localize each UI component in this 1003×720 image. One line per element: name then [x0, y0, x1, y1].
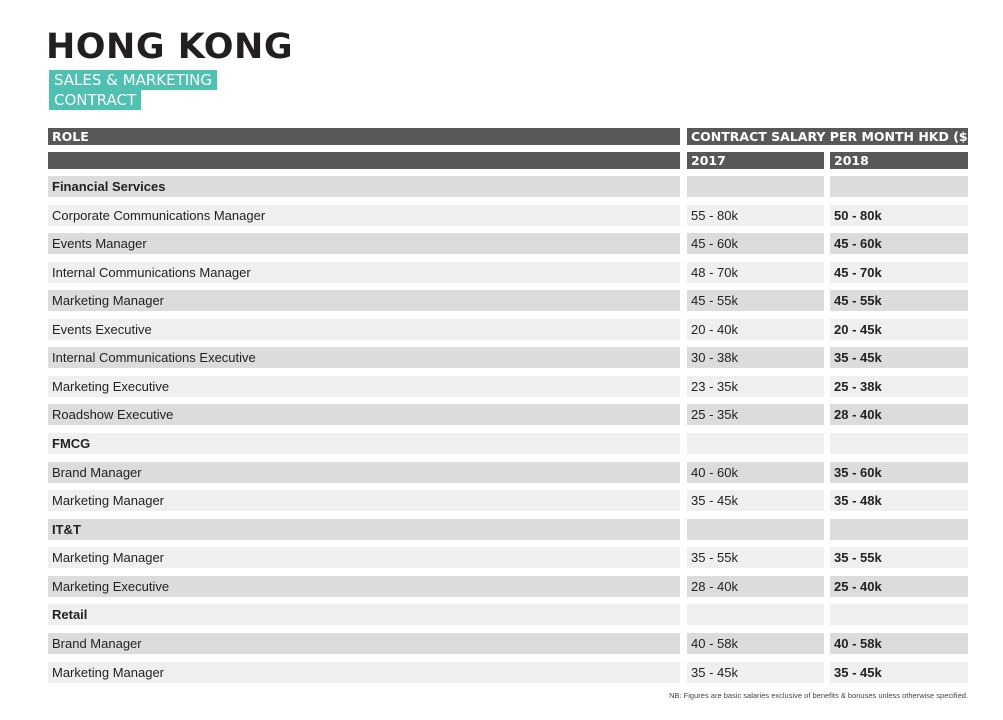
salary-2017-cell: 45 - 60k	[687, 233, 824, 254]
salary-2018-cell	[830, 519, 968, 540]
salary-2018-cell: 40 - 58k	[830, 633, 968, 654]
salary-2017-cell: 35 - 45k	[687, 662, 824, 683]
role-cell: Internal Communications Executive	[48, 347, 680, 368]
salary-2017-cell: 35 - 55k	[687, 547, 824, 568]
contract-type-tag: CONTRACT	[49, 90, 141, 110]
salary-2017-cell: 40 - 58k	[687, 633, 824, 654]
section-heading: Retail	[48, 604, 680, 625]
salary-2017-cell	[687, 176, 824, 197]
role-cell: Marketing Executive	[48, 576, 680, 597]
salary-2018-cell	[830, 604, 968, 625]
role-cell: Marketing Manager	[48, 290, 680, 311]
salary-2018-cell: 35 - 45k	[830, 347, 968, 368]
salary-2018-cell: 35 - 60k	[830, 462, 968, 483]
role-cell: Events Manager	[48, 233, 680, 254]
salary-2018-cell	[830, 176, 968, 197]
salary-2018-cell: 45 - 55k	[830, 290, 968, 311]
salary-2017-cell: 55 - 80k	[687, 205, 824, 226]
role-cell: Roadshow Executive	[48, 404, 680, 425]
year-2017-header: 2017	[687, 152, 824, 169]
salary-2017-cell: 30 - 38k	[687, 347, 824, 368]
salary-2017-cell: 28 - 40k	[687, 576, 824, 597]
salary-2018-cell: 45 - 70k	[830, 262, 968, 283]
salary-2018-cell: 35 - 45k	[830, 662, 968, 683]
role-cell: Events Executive	[48, 319, 680, 340]
role-cell: Marketing Manager	[48, 547, 680, 568]
salary-2017-cell: 25 - 35k	[687, 404, 824, 425]
role-cell: Corporate Communications Manager	[48, 205, 680, 226]
salary-column-header: CONTRACT SALARY PER MONTH HKD ($)	[687, 128, 968, 145]
salary-2018-cell: 20 - 45k	[830, 319, 968, 340]
category-tag: SALES & MARKETING	[49, 70, 217, 90]
salary-2018-cell: 50 - 80k	[830, 205, 968, 226]
salary-2018-cell: 45 - 60k	[830, 233, 968, 254]
section-heading: FMCG	[48, 433, 680, 454]
salary-2017-cell	[687, 433, 824, 454]
salary-2017-cell: 20 - 40k	[687, 319, 824, 340]
section-heading: Financial Services	[48, 176, 680, 197]
salary-2018-cell: 35 - 55k	[830, 547, 968, 568]
salary-2017-cell: 45 - 55k	[687, 290, 824, 311]
role-cell: Marketing Executive	[48, 376, 680, 397]
role-cell: Internal Communications Manager	[48, 262, 680, 283]
page-title: HONG KONG	[46, 27, 294, 67]
salary-2017-cell: 48 - 70k	[687, 262, 824, 283]
role-cell: Marketing Manager	[48, 662, 680, 683]
role-cell: Marketing Manager	[48, 490, 680, 511]
salary-2018-cell	[830, 433, 968, 454]
year-2018-header: 2018	[830, 152, 968, 169]
role-cell: Brand Manager	[48, 633, 680, 654]
salary-2017-cell	[687, 519, 824, 540]
salary-2017-cell	[687, 604, 824, 625]
salary-2017-cell: 35 - 45k	[687, 490, 824, 511]
role-cell: Brand Manager	[48, 462, 680, 483]
salary-2018-cell: 35 - 48k	[830, 490, 968, 511]
salary-2018-cell: 28 - 40k	[830, 404, 968, 425]
salary-2017-cell: 40 - 60k	[687, 462, 824, 483]
salary-2018-cell: 25 - 38k	[830, 376, 968, 397]
salary-2017-cell: 23 - 35k	[687, 376, 824, 397]
footnote: NB: Figures are basic salaries exclusive of benefits & bonuses unless otherwise specified.	[669, 691, 968, 700]
section-heading: IT&T	[48, 519, 680, 540]
role-column-header: ROLE	[48, 128, 680, 145]
salary-2018-cell: 25 - 40k	[830, 576, 968, 597]
